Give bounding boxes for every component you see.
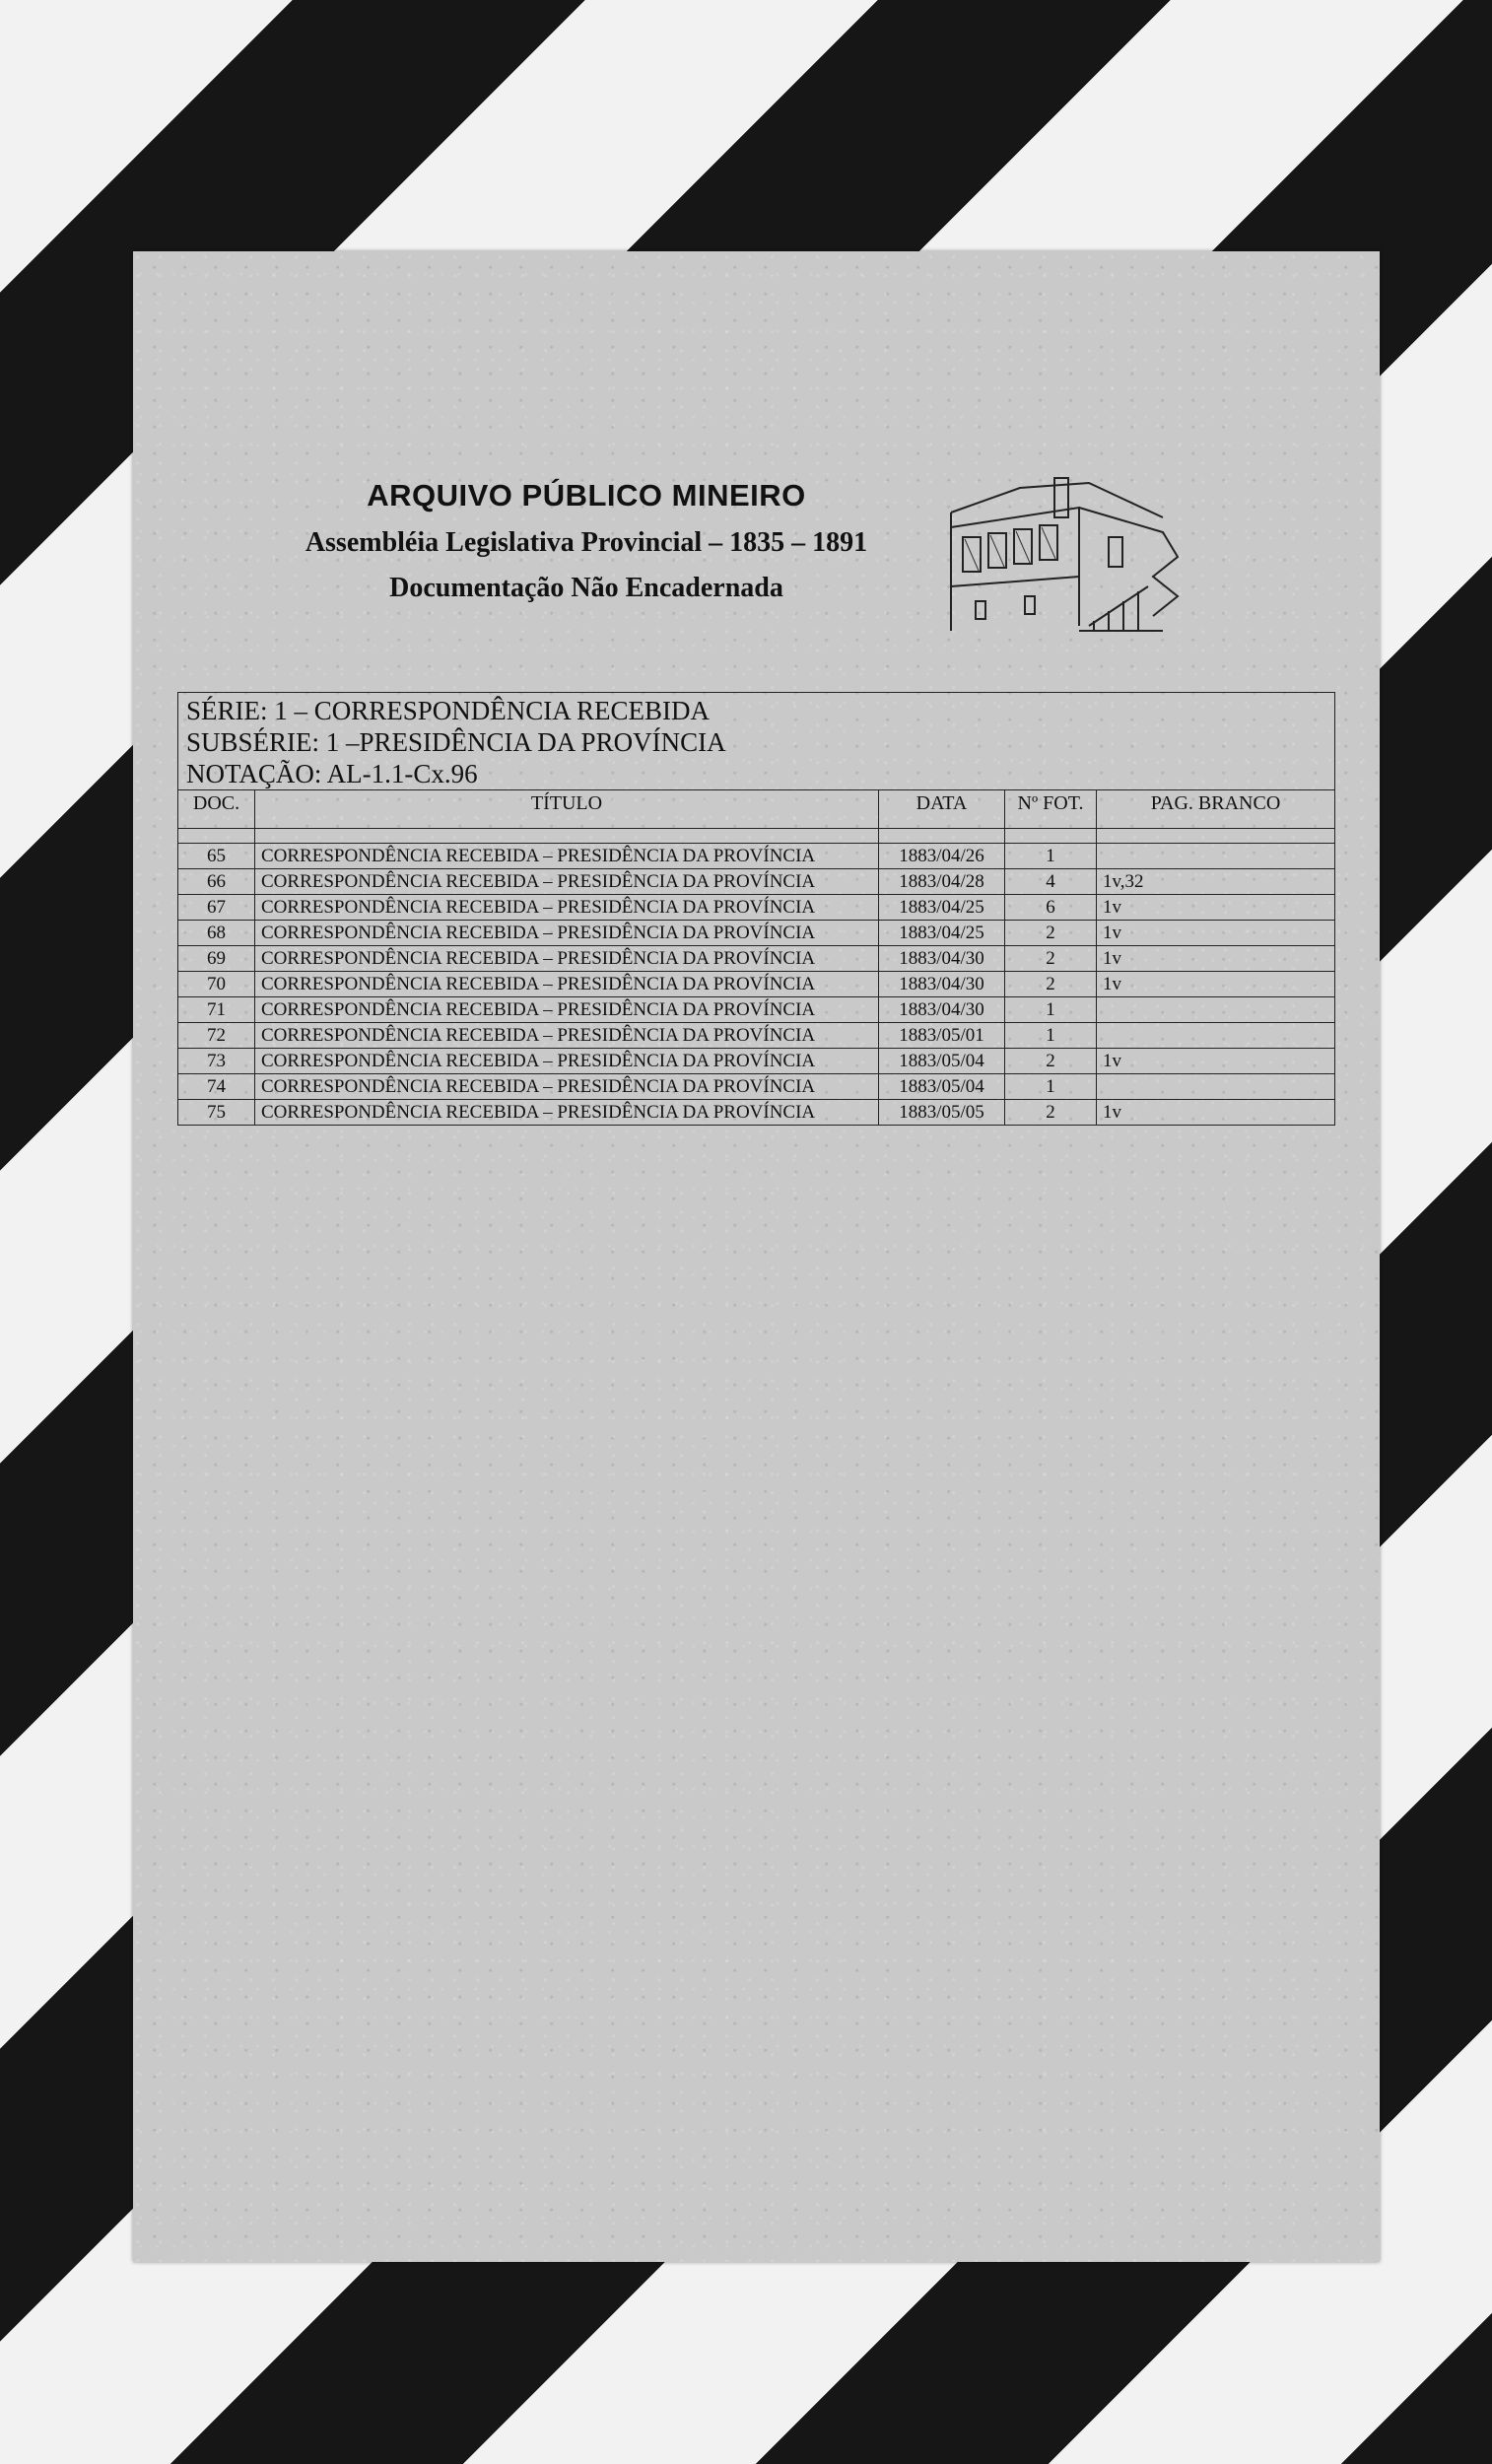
spacer-cell: [1005, 829, 1097, 844]
cell-blank-pages: 1v: [1097, 972, 1335, 997]
table-row: [178, 895, 1335, 921]
cell-photo-count: 2: [1005, 1100, 1097, 1126]
spacer-cell: [1097, 829, 1335, 844]
cell-date: 1883/04/30: [879, 946, 1005, 972]
cell-title: CORRESPONDÊNCIA RECEBIDA – PRESIDÊNCIA DA PROVÍNCIA: [255, 1100, 879, 1126]
cell-date: 1883/04/30: [879, 972, 1005, 997]
cell-doc: 73: [178, 1049, 255, 1074]
cell-blank-pages: [1097, 1074, 1335, 1100]
inventory-table: [177, 789, 1335, 1126]
cell-doc: 65: [178, 844, 255, 869]
cell-title: CORRESPONDÊNCIA RECEBIDA – PRESIDÊNCIA DA PROVÍNCIA: [255, 895, 879, 921]
cell-blank-pages: 1v: [1097, 946, 1335, 972]
cell-doc: 71: [178, 997, 255, 1023]
cell-title: CORRESPONDÊNCIA RECEBIDA – PRESIDÊNCIA DA PROVÍNCIA: [255, 1074, 879, 1100]
cell-title: CORRESPONDÊNCIA RECEBIDA – PRESIDÊNCIA DA PROVÍNCIA: [255, 921, 879, 946]
cell-date: 1883/04/25: [879, 921, 1005, 946]
cell-date: 1883/05/04: [879, 1049, 1005, 1074]
cell-date: 1883/05/01: [879, 1023, 1005, 1049]
cell-date: 1883/04/30: [879, 997, 1005, 1023]
cell-title: CORRESPONDÊNCIA RECEBIDA – PRESIDÊNCIA DA PROVÍNCIA: [255, 844, 879, 869]
spacer-cell: [255, 829, 879, 844]
series-info-box: [177, 692, 1335, 790]
cell-photo-count: 1: [1005, 1023, 1097, 1049]
cell-doc: 67: [178, 895, 255, 921]
column-header-doc: DOC.: [178, 790, 255, 829]
notation-line: NOTAÇÃO: AL-1.1-Cx.96: [186, 759, 478, 788]
cell-date: 1883/04/28: [879, 869, 1005, 895]
table-row: [178, 869, 1335, 895]
cell-doc: 68: [178, 921, 255, 946]
cell-date: 1883/04/25: [879, 895, 1005, 921]
table-row: [178, 946, 1335, 972]
cell-photo-count: 2: [1005, 1049, 1097, 1074]
series-line: SÉRIE: 1 – CORRESPONDÊNCIA RECEBIDA: [186, 696, 711, 725]
cell-title: CORRESPONDÊNCIA RECEBIDA – PRESIDÊNCIA DA PROVÍNCIA: [255, 1023, 879, 1049]
cell-photo-count: 1: [1005, 844, 1097, 869]
column-header-title: TÍTULO: [255, 790, 879, 829]
cell-photo-count: 6: [1005, 895, 1097, 921]
cell-date: 1883/05/04: [879, 1074, 1005, 1100]
subseries-line: SUBSÉRIE: 1 –PRESIDÊNCIA DA PROVÍNCIA: [186, 727, 726, 757]
table-row: [178, 1049, 1335, 1074]
spacer-cell: [178, 829, 255, 844]
cell-photo-count: 1: [1005, 1074, 1097, 1100]
table-row: [178, 844, 1335, 869]
spacer-cell: [879, 829, 1005, 844]
assembly-title: Assembléia Legislativa Provincial – 1835 – 1891: [305, 527, 868, 558]
cell-blank-pages: 1v,32: [1097, 869, 1335, 895]
cell-title: CORRESPONDÊNCIA RECEBIDA – PRESIDÊNCIA DA PROVÍNCIA: [255, 972, 879, 997]
cell-title: CORRESPONDÊNCIA RECEBIDA – PRESIDÊNCIA DA PROVÍNCIA: [255, 997, 879, 1023]
cell-doc: 69: [178, 946, 255, 972]
cell-photo-count: 2: [1005, 972, 1097, 997]
building-drawing-icon: [941, 468, 1187, 646]
cell-photo-count: 2: [1005, 946, 1097, 972]
cell-title: CORRESPONDÊNCIA RECEBIDA – PRESIDÊNCIA DA PROVÍNCIA: [255, 946, 879, 972]
cell-blank-pages: 1v: [1097, 1100, 1335, 1126]
table-header-row: [178, 790, 1335, 829]
documentation-type: Documentação Não Encadernada: [389, 573, 783, 603]
cell-photo-count: 1: [1005, 997, 1097, 1023]
cell-doc: 72: [178, 1023, 255, 1049]
cell-photo-count: 2: [1005, 921, 1097, 946]
cell-blank-pages: [1097, 1023, 1335, 1049]
table-row: [178, 1100, 1335, 1126]
cell-blank-pages: 1v: [1097, 895, 1335, 921]
table-row: [178, 972, 1335, 997]
cell-date: 1883/04/26: [879, 844, 1005, 869]
table-row: [178, 1023, 1335, 1049]
cell-blank-pages: [1097, 997, 1335, 1023]
column-header-date: DATA: [879, 790, 1005, 829]
cell-blank-pages: [1097, 844, 1335, 869]
column-header-blank-pages: PAG. BRANCO: [1097, 790, 1335, 829]
cell-blank-pages: 1v: [1097, 921, 1335, 946]
cell-doc: 70: [178, 972, 255, 997]
archive-name: ARQUIVO PÚBLICO MINEIRO: [367, 478, 806, 513]
column-header-photo-count: Nº FOT.: [1005, 790, 1097, 829]
document-sheet: [133, 251, 1380, 2262]
table-row: [178, 997, 1335, 1023]
cell-date: 1883/05/05: [879, 1100, 1005, 1126]
table-row: [178, 921, 1335, 946]
table-row: [178, 1074, 1335, 1100]
cell-blank-pages: 1v: [1097, 1049, 1335, 1074]
cell-doc: 66: [178, 869, 255, 895]
cell-title: CORRESPONDÊNCIA RECEBIDA – PRESIDÊNCIA DA PROVÍNCIA: [255, 869, 879, 895]
cell-photo-count: 4: [1005, 869, 1097, 895]
cell-doc: 74: [178, 1074, 255, 1100]
cell-doc: 75: [178, 1100, 255, 1126]
spacer-row: [178, 829, 1335, 844]
table-body: [178, 844, 1335, 1126]
document-header: [291, 478, 882, 604]
cell-title: CORRESPONDÊNCIA RECEBIDA – PRESIDÊNCIA DA PROVÍNCIA: [255, 1049, 879, 1074]
